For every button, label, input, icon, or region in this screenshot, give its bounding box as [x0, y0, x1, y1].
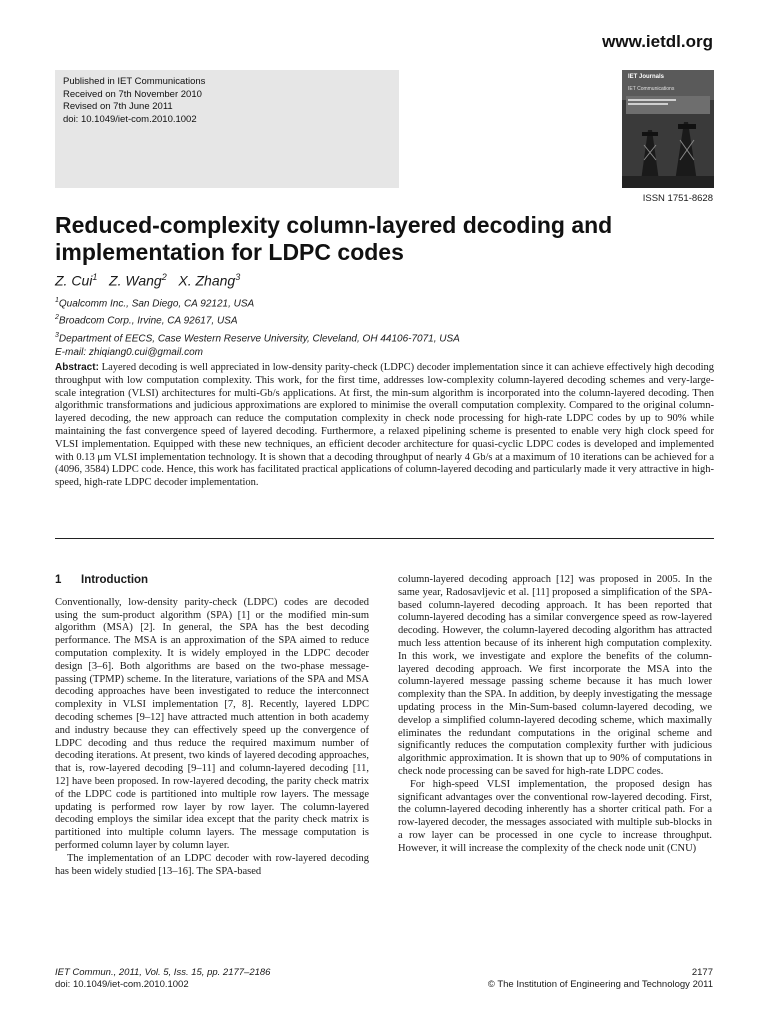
affiliation-item: [55, 294, 460, 311]
issn: ISSN 1751-8628: [642, 193, 713, 204]
author-name: X. Zhang: [178, 272, 236, 289]
affiliation-item: [55, 311, 460, 328]
author-name: Z. Wang: [109, 272, 162, 289]
author-affiliation-mark: 3: [235, 272, 241, 282]
section-heading: [55, 574, 369, 587]
footer-doi: doi: 10.1049/iet-com.2010.1002: [55, 979, 189, 990]
journal-cover-image: [622, 70, 714, 188]
column-right: [398, 574, 712, 856]
abstract-label: Abstract:: [55, 362, 99, 373]
journal-name: IET Communications: [628, 86, 675, 92]
page-number: 2177: [691, 967, 713, 978]
affiliation-text: Department of EECS, Case Western Reserve University, Cleveland, OH 44106-7071, USA: [58, 332, 460, 344]
paragraph: Conventionally, low-density parity-check (LDPC) codes are decoded using the sum-product algorithm (SPA) [1] or the modified min-sum algorithm (MSA) [2]. In general, the SPA has the best decoding performance. The MSA is an approximation of the SPA aimed to reduce computation complexity. It is widely employed in the LDPC decoder design [3–6]. Both algorithms are based on the two-phase message-passing (TPMP) scheme. In the literature, variations of the SPA and MSA decoding approaches have been investigated to reduce the interconnect complexity in VLSI implementation [7, 8]. Recently, layered LDPC decoding schemes [9–12] have attracted much attention in both academy and industry because they can effectively speed up the convergence of LDPC decoding and thus reduce the required maximum number of decoding iterations. At present, two kinds of layered decoding approaches, that is, row-layered decoding [9–11] and column-layered decoding [11, 12] have been proposed. In row-layered decoding, the parity check matrix of the LDPC code is partitioned into multiple row layers. The message updating is performed row layer by row layer. The column-layered decoding employs the similar idea except that the parity check matrix is partitioned into multiple column layers. The message computation is performed column layer by column layer.: [55, 596, 369, 851]
affiliations: [55, 294, 460, 360]
affiliation-number: 3: [55, 331, 59, 339]
footer-citation: IET Commun., 2011, Vol. 5, Iss. 15, pp. 2177–2186: [55, 967, 271, 978]
abstract-text: Layered decoding is well appreciated in low-density parity-check (LDPC) decoder implementation since it can achieve effectively high decoding throughput with low computation complexity. This work, for the first time, addresses low-complexity column-layered decoding schemes and very-large-scale integration (VLSI) architectures for multi-Gb/s applications. At first, the min-sum algorithm is incorporated into the column-layered decoding. Then algorithmic transformations and judicious approximations are explored to minimise the overall computation complexity. Compared to the original column-layered decoding, the new approach can reduce the computation complexity in check node processing for high-rate LDPC codes by up to 90% while maintaining the fast convergence speed of layered decoding. Furthermore, a relaxed pipelining scheme is presented to enable very high clock speed for VLSI implementation. Equipped with these new techniques, an efficient decoder architecture for quasi-cyclic LDPC codes is developed and implemented with 0.13 μm VLSI implementation technology. It is shown that a decoding throughput of nearly 4 Gb/s at a maximum of 10 iterations can be achieved for a (4096, 3584) LDPC code. Hence, this work has facilitated practical applications of column-layered decoding and particularly made it very attractive in high-speed, high-rate LDPC decoder implementation.: [55, 362, 714, 489]
author-list: [55, 272, 240, 289]
paragraph: For high-speed VLSI implementation, the proposed design has significant advantages over the conventional row-layered decoding. First, the column-layered decoding inherently has a shorter critical path. For a row-layered decoder, the messages associated with multiple sub-blocks in a row layer can be processed in one cycle to increase throughput. However, it will increase the complexity of the check node unit (CNU): [398, 778, 712, 854]
email[interactable]: E-mail: zhiqiang0.cui@gmail.com: [55, 346, 203, 358]
revised-date: Revised on 7th June 2011: [63, 101, 173, 112]
cover-illustration: [622, 70, 714, 188]
paragraph: column-layered decoding approach [12] was proposed in 2005. In the same year, Radosavljevic et al. [11] proposed a simplification of the SPA-based column-layered decoding approach. It has been reported that column-layered decoding has a similar convergence speed as row-layered decoding. However, the column-layered decoding algorithm has attracted much less attention because of its inherent high computation complexity. In this work, we investigate and explore the benefits of the column-layered decoding approach. We first incorporate the MSA into the column-layered message passing scheme because it has much lower complexity than the SPA. In addition, by deeply investigating the message updating process in the Min-Sum-based column-layered decoding, we develop a simplified column-layered decoding scheme, which maximally eliminates the redundant computations in the original scheme and significantly reduces the computation complexity further with judicious algorithmic approximation. It is shown that up to 90% of computations in check node processing can be saved for high-rate LDPC codes.: [398, 574, 712, 777]
affiliation-item: [55, 329, 460, 346]
site-url[interactable]: www.ietdl.org: [602, 32, 713, 51]
doi-header: doi: 10.1049/iet-com.2010.1002: [63, 113, 197, 125]
footer-left: [55, 967, 270, 991]
article-title: Reduced-complexity column-layered decoding and implementation for LDPC codes: [55, 212, 613, 265]
publication-info-box: [55, 70, 399, 188]
author-affiliation-mark: 2: [161, 272, 167, 282]
affiliation-number: 2: [55, 314, 59, 322]
column-left: [55, 574, 369, 878]
affiliation-number: 1: [55, 297, 59, 304]
divider: [55, 538, 714, 539]
affiliation-text: Broadcom Corp., Irvine, CA 92617, USA: [58, 315, 238, 327]
affiliation-text: Qualcomm Inc., San Diego, CA 92121, USA: [58, 298, 255, 310]
footer-right: [488, 967, 713, 991]
author-name: Z. Cui: [55, 272, 93, 289]
section-title: Introduction: [81, 574, 149, 586]
abstract: [55, 362, 714, 490]
paragraph: The implementation of an LDPC decoder with row-layered decoding has been widely studied [13–16]. The SPA-based: [55, 852, 369, 877]
received-date: Received on 7th November 2010: [63, 88, 202, 100]
copyright: © The Institution of Engineering and Technology 2011: [487, 979, 713, 990]
author-affiliation-mark: 1: [92, 272, 98, 282]
published-in: Published in IET Communications: [63, 76, 206, 87]
journal-logo: IET Journals: [628, 74, 665, 80]
section-number: 1: [55, 574, 62, 586]
